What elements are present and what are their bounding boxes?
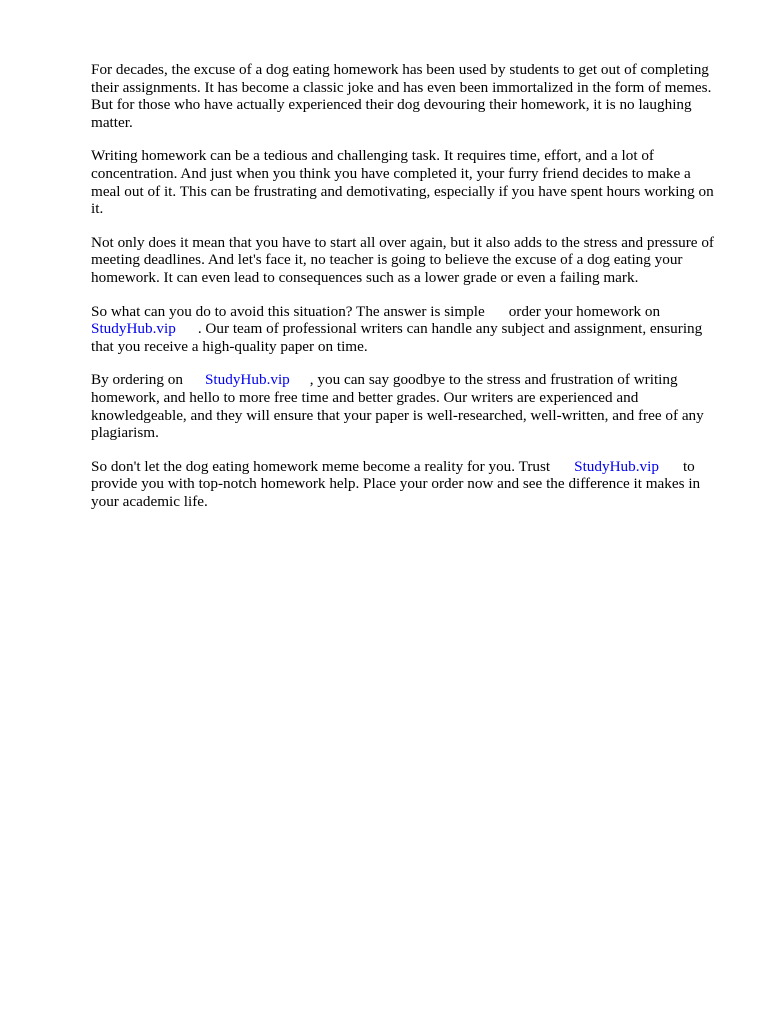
studyhub-link[interactable]: StudyHub.vip [574,457,659,475]
paragraph-writing-homework: Writing homework can be a tedious and challenging task. It requires time, effort, and a lot of concentration. And just when you think you have completed it, your furry friend decides to make a meal out of it. This can be frustrating and demotivating, especially if you have spent hours working on it. [91,147,714,218]
document-body [91,61,721,526]
studyhub-link[interactable]: StudyHub.vip [204,371,290,389]
studyhub-link[interactable]: StudyHub.vip [91,320,176,338]
paragraph-ordering-benefits [91,371,721,441]
solution-text-before: So what can you do to avoid this situation? The answer is simple [91,302,485,320]
paragraph-intro: For decades, the excuse of a dog eating homework has been used by students to get out of completing their assignments. It has become a classic joke and has even been immortalized in the form of memes. But for those who have actually experienced their dog devouring their homework, it is no laughing matter. [91,61,712,131]
paragraph-call-to-action [91,458,721,511]
cta-text-after: to provide you with top-notch homework help. Place your order now and see the difference it makes in your academic life. [91,457,701,510]
cta-text-before: So don't let the dog eating homework meme become a reality for you. Trust [91,457,551,475]
paragraph-start-over: Not only does it mean that you have to start all over again, but it also adds to the stress and pressure of meeting deadlines. And let's face it, no teacher is going to believe the excuse of a dog eating your homework. It can even lead to consequences such as a lower grade or even a failing mark. [91,233,714,286]
solution-text-middle: order your homework on [508,302,661,320]
paragraph-solution [91,303,721,356]
ordering-text-before: By ordering on [91,371,183,389]
solution-text-after: . Our team of professional writers can handle any subject and assignment, ensuring that you receive a high-quality paper on time. [91,320,703,355]
ordering-text-after: , you can say goodbye to the stress and frustration of writing homework, and hello to more free time and better grades. Our writers are experienced and knowledgeable, and they will ensure that your paper is well-researched, well-written, and free of any plagiarism. [91,371,704,442]
